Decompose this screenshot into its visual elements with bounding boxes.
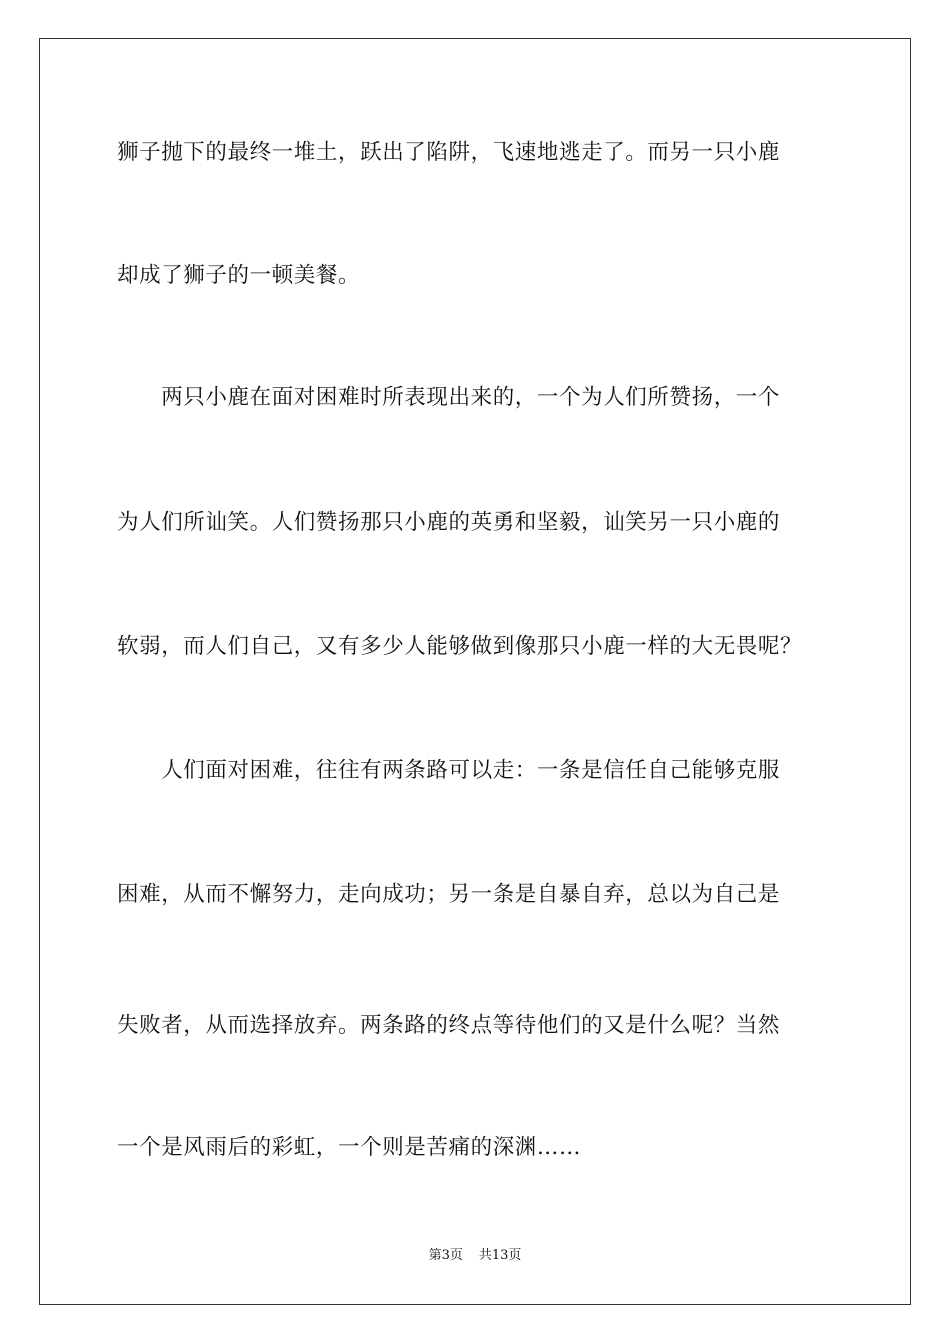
text-line: 困难，从而不懈努力，走向成功；另一条是自暴自弃，总以为自己是 <box>117 882 781 907</box>
text-line: 狮子抛下的最终一堆土，跃出了陷阱，飞速地逃走了。而另一只小鹿 <box>117 140 781 165</box>
text-line: 一个是风雨后的彩虹，一个则是苦痛的深渊…… <box>117 1135 582 1160</box>
text-line: 软弱，而人们自己，又有多少人能够做到像那只小鹿一样的大无畏呢？ <box>117 634 803 659</box>
text-line: 却成了狮子的一顿美餐。 <box>117 263 361 288</box>
page-number: 第3页 <box>428 1248 463 1263</box>
text-line: 人们面对困难，往往有两条路可以走：一条是信任自己能够克服 <box>117 758 781 783</box>
text-line: 失败者，从而选择放弃。两条路的终点等待他们的又是什么呢？当然 <box>117 1013 781 1038</box>
page-total: 共13页 <box>478 1248 522 1263</box>
page-footer <box>0 1247 950 1265</box>
text-line: 两只小鹿在面对困难时所表现出来的，一个为人们所赞扬，一个 <box>117 385 781 410</box>
page-border <box>39 38 911 1305</box>
text-line: 为人们所讪笑。人们赞扬那只小鹿的英勇和坚毅，讪笑另一只小鹿的 <box>117 510 781 535</box>
